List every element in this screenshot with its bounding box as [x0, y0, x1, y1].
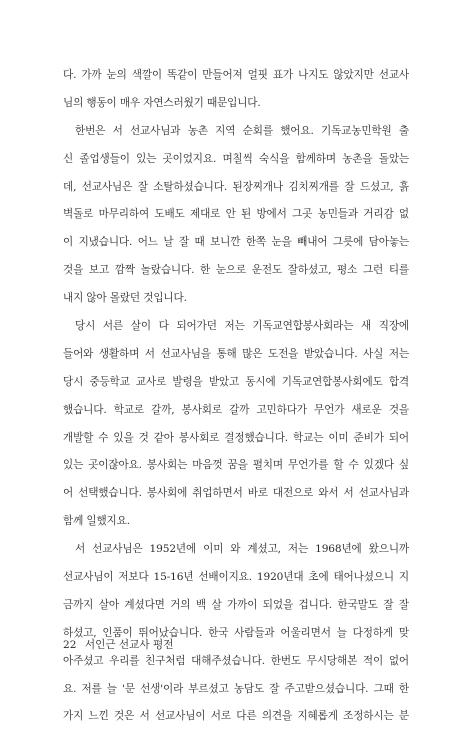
text-line: 선교사님이 저보다 15-16년 선배이지요. 1920년대 초에 태어나셨으니 지 [63, 571, 409, 584]
text-line: 하셨고, 인품이 뛰어났습니다. 한국 사람들과 어울리면서 늘 다정하게 맞 [63, 626, 409, 639]
paragraph [63, 536, 409, 731]
text-line: 데, 선교사님은 잘 소탈하셨습니다. 된장찌개나 김치찌개를 잘 드셨고, 흙 [63, 180, 409, 193]
text-line: 한번은 서 선교사님과 농촌 지역 순회를 했어요. 기독교농민학원 출 [75, 124, 409, 137]
text-line: 함께 일했지요. [63, 515, 130, 528]
text-line: 내지 않아 몰랐던 것입니다. [63, 292, 187, 305]
paragraph [63, 313, 409, 536]
text-line: 어 선택했습니다. 봉사회에 취업하면서 바로 대전으로 와서 서 선교사님과 [63, 487, 409, 500]
text-line: 들어와 생활하며 서 선교사님을 통해 많은 도전을 받았습니다. 사실 저는 [63, 347, 409, 360]
text-line: 님의 행동이 매우 자연스러웠기 때문입니다. [63, 96, 261, 109]
text-line: 신 졸업생들이 있는 곳이었지요. 며칠씩 숙식을 함께하며 농촌을 돌았는 [63, 152, 409, 165]
text-line: 요. 저를 늘 '문 선생'이라 부르셨고 농담도 잘 주고받으셨습니다. 그때 한 [63, 682, 409, 695]
text-line: 아주셨고 우리를 친구처럼 대해주셨습니다. 한번도 무시당해본 적이 없어 [63, 654, 409, 667]
text-line: 개발할 수 있을 것 같아 봉사회로 결정했습니다. 학교는 이미 준비가 되어 [63, 431, 409, 444]
text-line: 다. 가까 눈의 색깔이 똑같이 만들어져 얼핏 표가 나지도 않았지만 선교사 [63, 69, 409, 81]
text-line: 이 지냈습니다. 어느 날 잘 때 보니깐 한쪽 눈을 빼내어 그릇에 담아놓는 [63, 236, 409, 249]
text-line: 서 선교사님은 1952년에 이미 와 계셨고, 저는 1968년에 왔으니까 [75, 543, 409, 556]
text-line: 당시 서른 살이 다 되어가던 저는 기독교연합봉사회라는 새 직장에 [75, 320, 409, 333]
paragraph [63, 62, 409, 118]
text-line: 당시 중등학교 교사로 발령을 받았고 동시에 기독교연합봉사회에도 합격 [63, 375, 409, 388]
paragraph [63, 118, 409, 313]
text-line: 가지 느낀 것은 서 선교사님이 서로 다른 의견을 지혜롭게 조정하시는 분 [63, 710, 409, 723]
text-line: 금까지 살아 계셨다면 거의 백 살 가까이 되었을 겁니다. 한국말도 잘 잘 [63, 598, 409, 611]
page-footer [63, 638, 173, 652]
text-line: 했습니다. 학교로 갈까, 봉사회로 갈까 고민하다가 무언가 새로운 것을 [63, 403, 409, 416]
page-number: 22 [63, 639, 77, 651]
book-title: 서인근 선교사 평전 [84, 639, 174, 651]
text-line: 있는 곳이잖아요. 봉사회는 마음껏 꿈을 펼치며 무언가를 할 수 있겠다 싶 [63, 459, 409, 472]
text-line: 벽돌로 마무리하여 도배도 제대로 안 된 방에서 그곳 농민들과 거리감 없 [63, 208, 409, 221]
text-line: 것을 보고 깜짝 놀랐습니다. 한 눈으로 운전도 잘하셨고, 평소 그런 티를 [63, 264, 409, 277]
body-text [63, 62, 409, 731]
